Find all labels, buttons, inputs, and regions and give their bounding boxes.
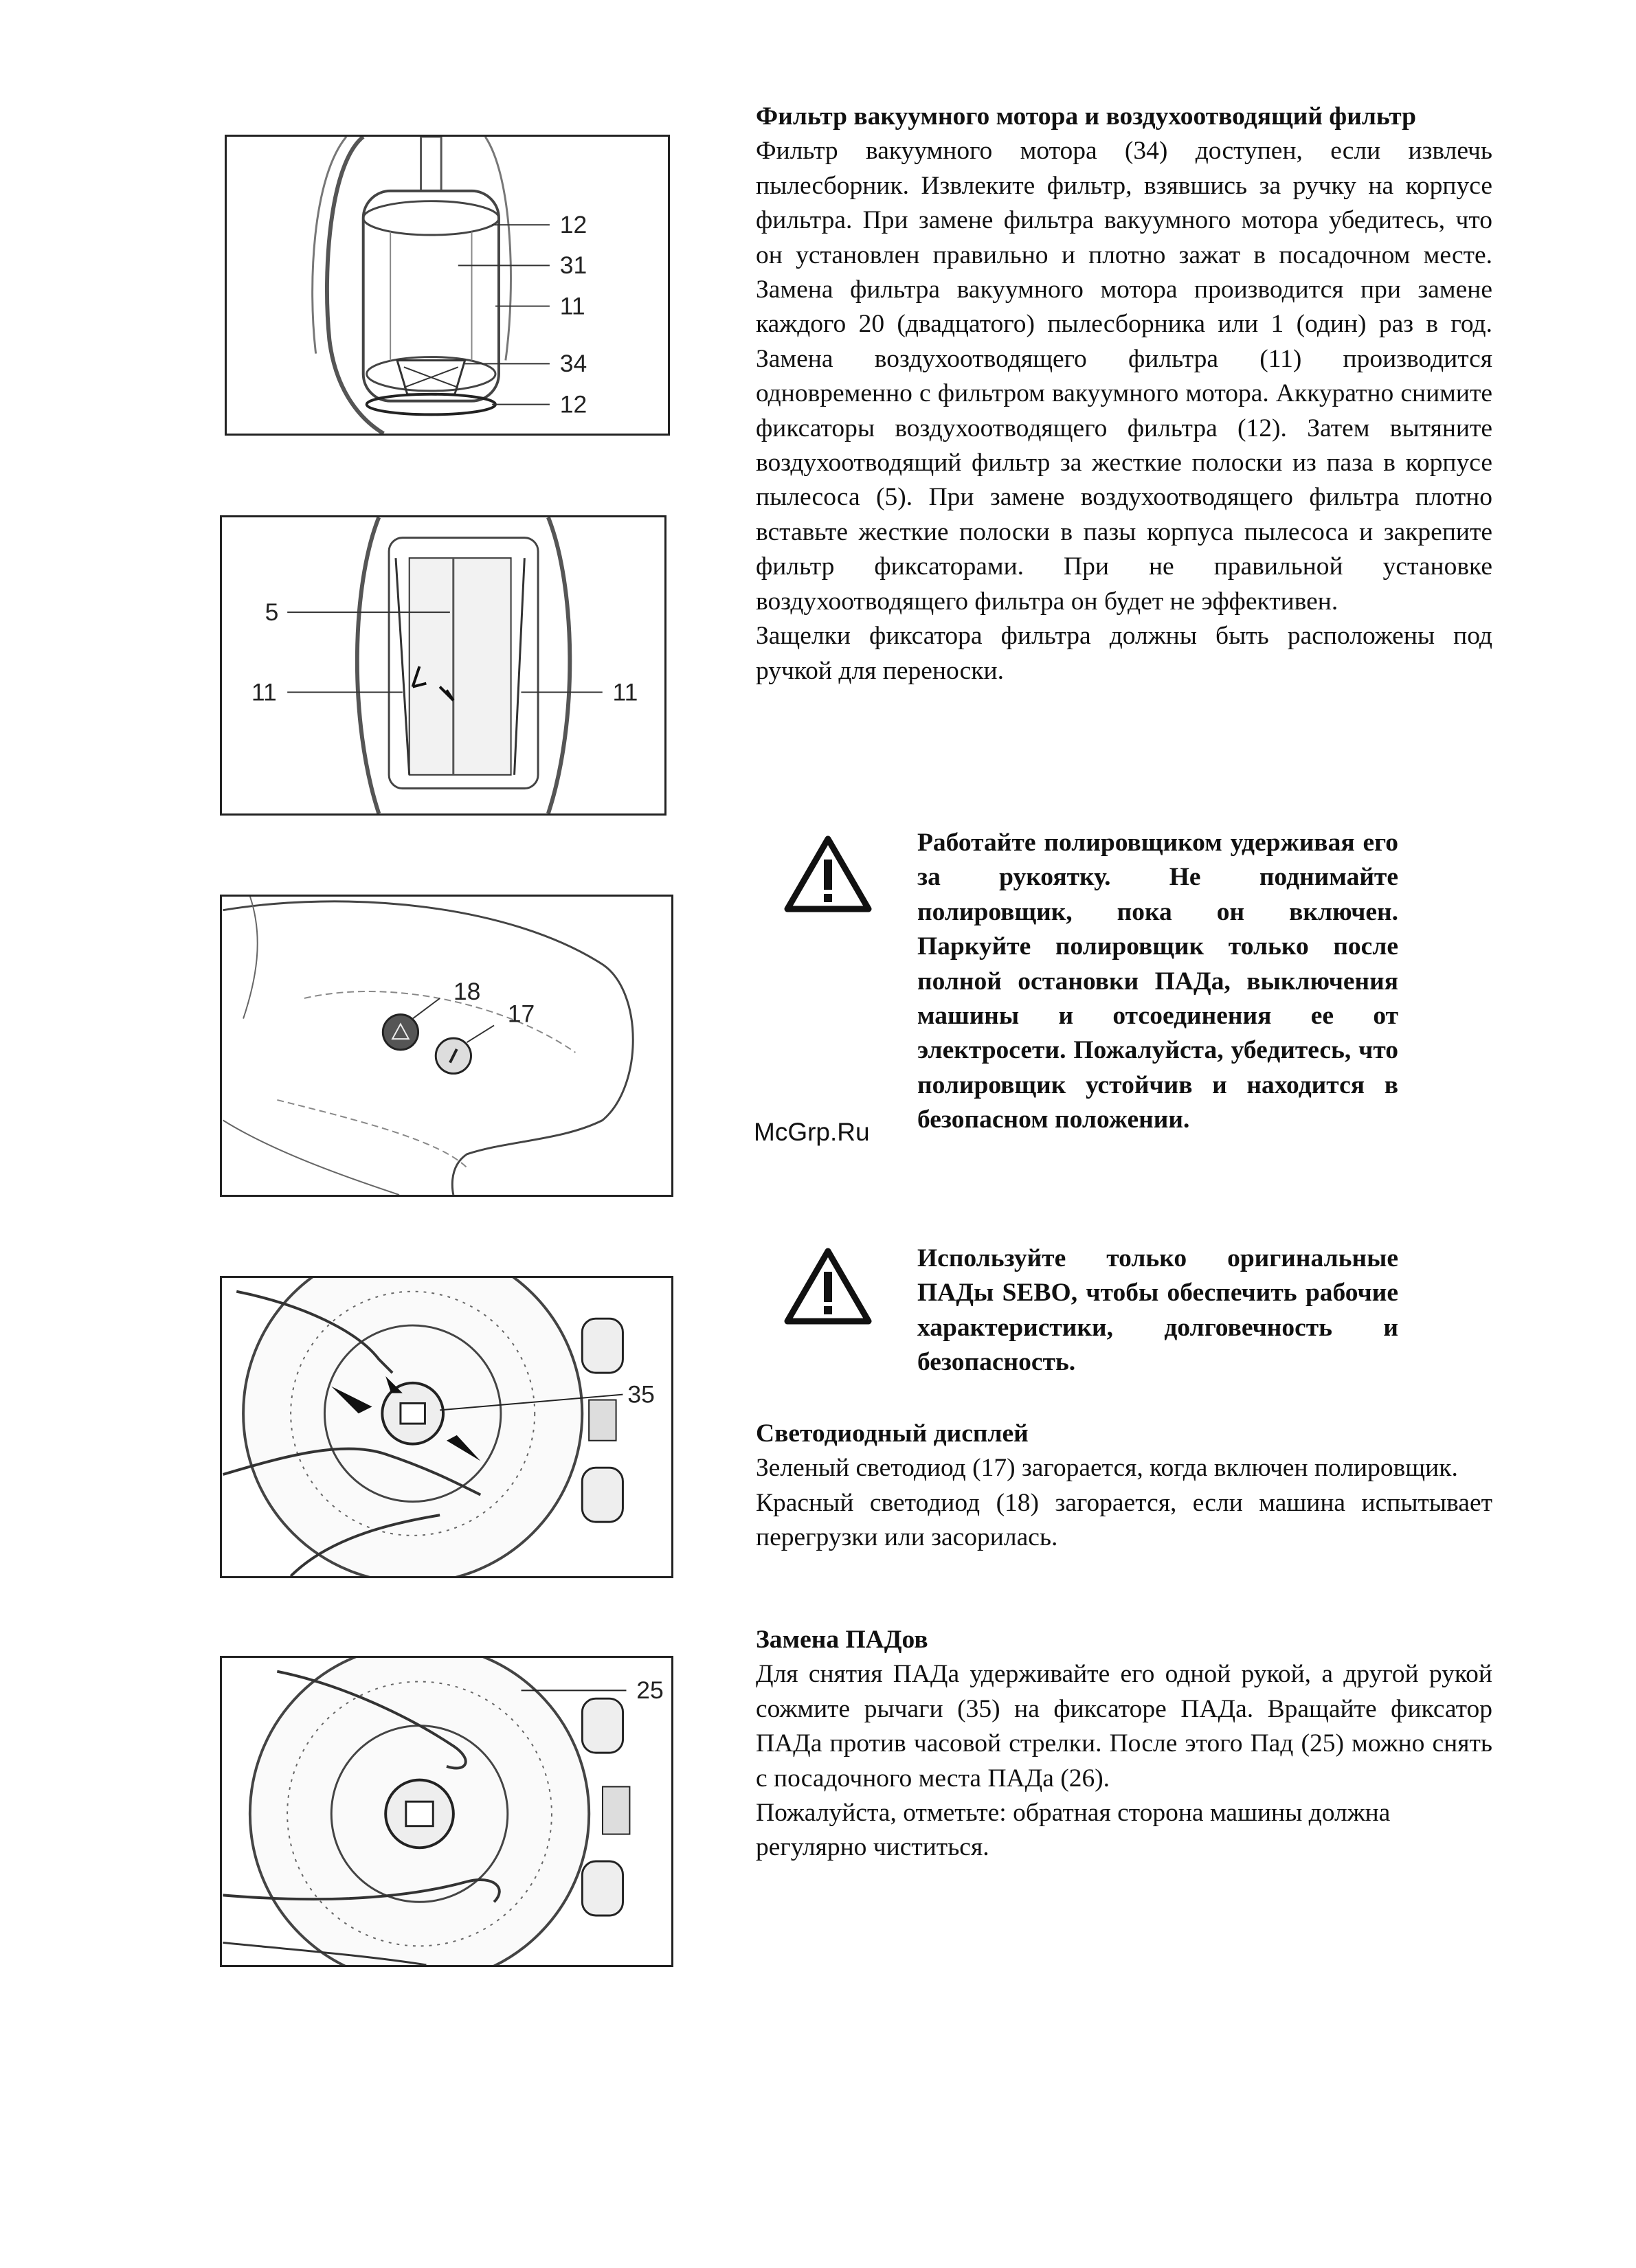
pad-removal-illustration xyxy=(222,1658,671,1965)
figure-pad-release xyxy=(220,1276,673,1578)
section-led-display xyxy=(756,1417,1492,1556)
callout-12-top: 12 xyxy=(559,211,587,239)
section-title-led-display: Светодиодный дисплей xyxy=(756,1419,1029,1448)
warning-text-pads: Используйте только оригинальные ПАДы SEBO, чтобы обеспечить рабочие характеристики, долговечность и безопасность. xyxy=(917,1244,1398,1377)
section-pad-replacement xyxy=(756,1623,1492,1865)
figure-pad-removal xyxy=(220,1656,673,1967)
callout-5: 5 xyxy=(265,598,279,626)
paragraph-filter-latches: Защелки фиксатора фильтра должны быть расположены под ручкой для переноски. xyxy=(756,622,1492,685)
callout-18: 18 xyxy=(453,977,481,1005)
figure-led-display xyxy=(220,895,673,1197)
warning-operate-safely xyxy=(917,826,1398,1138)
paragraph-red-led: Красный светодиод (18) загорается, если машина испытывает перегрузки или засорилась. xyxy=(756,1488,1492,1552)
section-title-pad-replacement: Замена ПАДов xyxy=(756,1626,928,1654)
callout-17: 17 xyxy=(507,1000,535,1028)
warning-text-operate: Работайте полировщиком удерживая его за рукоятку. Не поднимайте полировщик, пока он включен. Паркуйте полировщик только после полной остановки ПАДа, выключения машины и отсоединения ее от электросети. Пожалуйста, убедитесь, что полировщик устойчив и находится в безопасном положении. xyxy=(917,829,1398,1134)
figure-motor-filter xyxy=(225,135,670,436)
warning-original-pads xyxy=(917,1242,1398,1380)
figure-exhaust-filter xyxy=(220,515,666,816)
callout-12-bottom: 12 xyxy=(559,390,587,418)
warning-triangle-icon xyxy=(783,1247,873,1326)
watermark: McGrp.Ru xyxy=(754,1118,870,1146)
pad-release-illustration xyxy=(222,1278,671,1576)
callout-34: 34 xyxy=(559,350,587,378)
paragraph-clean-underside: Пожалуйста, отметьте: обратная сторона машины должна регулярно чиститься. xyxy=(756,1799,1391,1862)
paragraph-motor-filter: Фильтр вакуумного мотора (34) доступен, если извлечь пылесборник. Извлеките фильтр, взявшись за ручку на корпусе фильтра. При замене фильтра вакуумного мотора убедитесь, что он установлен правильно и плотно зажат в посадочном месте. Замена фильтра вакуумного мотора производится при замене каждого 20 (двадцатого) пылесборника или 1 (один) раз в год. Замена воздухоотводящего фильтра (11) производится одновременно с фильтром вакуумного мотора. Аккуратно снимите фиксаторы воздухоотводящего фильтра (12). Затем вытяните воздухоотводящий фильтр за жесткие полоски из паза в корпусе пылесоса (5). При замене воздухоотводящего фильтра плотно вставьте жесткие полоски в пазы корпуса пылесоса и закрепите фильтр фиксаторами. При не правильной установке воздухоотводящего фильтра он будет не эффективен. xyxy=(756,137,1492,616)
section-title-motor-filter: Фильтр вакуумного мотора и воздухоотводящий фильтр xyxy=(756,102,1417,131)
callout-31: 31 xyxy=(559,251,587,280)
callout-25: 25 xyxy=(636,1676,664,1705)
warning-triangle-icon xyxy=(783,835,873,914)
paragraph-green-led: Зеленый светодиод (17) загорается, когда включен полировщик. xyxy=(756,1454,1458,1483)
motor-filter-illustration xyxy=(227,137,668,434)
section-motor-filter xyxy=(756,100,1492,688)
callout-11: 11 xyxy=(559,292,585,320)
callout-11-right: 11 xyxy=(612,678,638,706)
exhaust-filter-illustration xyxy=(222,517,664,813)
led-display-illustration xyxy=(222,897,671,1195)
callout-11-left: 11 xyxy=(251,678,277,706)
paragraph-pad-removal: Для снятия ПАДа удерживайте его одной рукой, а другой рукой сожмите рычаги (35) на фиксаторе ПАДа. Вращайте фиксатор ПАДа против часовой стрелки. После этого Пад (25) можно снять с посадочного места ПАДа (26). xyxy=(756,1660,1492,1793)
callout-35: 35 xyxy=(627,1380,655,1408)
